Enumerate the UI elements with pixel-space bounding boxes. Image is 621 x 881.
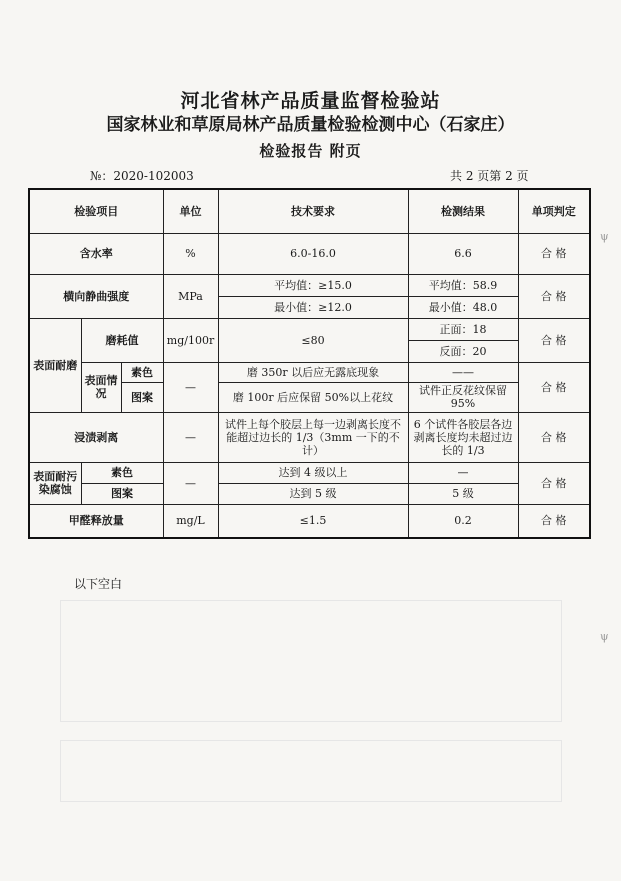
bending-judgment: 合 格: [518, 274, 590, 318]
org-name-line1: 河北省林产品质量监督检验站: [180, 90, 441, 112]
moisture-requirement: 6.0-16.0: [218, 233, 408, 274]
surface-judgment: 合 格: [518, 362, 590, 412]
stain-pattern-result: 5 级: [408, 483, 518, 504]
bending-item: 横向静曲强度: [29, 274, 163, 318]
margin-mark: ψ: [600, 230, 609, 243]
wear-value-requirement: ≤80: [218, 318, 408, 362]
formaldehyde-judgment: 合 格: [518, 504, 590, 538]
soak-unit: —: [163, 412, 218, 462]
surface-plain-requirement: 磨 350r 以后应无露底现象: [218, 362, 408, 382]
bending-res-min: 最小值：48.0: [408, 296, 518, 318]
table-row: [29, 233, 590, 274]
report-number: №：2020-102003: [90, 169, 194, 183]
surface-pattern-result: 试件正反花纹保留 95%: [408, 382, 518, 412]
stain-judgment: 合 格: [518, 462, 590, 504]
report-title: 检验报告 附页: [259, 142, 362, 160]
table-row: [29, 483, 590, 504]
surface-pattern-item: 图案: [121, 382, 163, 412]
header-result: 检测结果: [408, 189, 518, 233]
wear-group: 表面耐磨: [29, 318, 81, 412]
table-row: [29, 462, 590, 483]
soak-result: 6 个试件各胶层各边剥离长度均未超过边长的 1/3: [408, 412, 518, 462]
org-name-line2: 国家林业和草原局林产品质量检验检测中心（石家庄）: [106, 115, 515, 135]
surface-unit: —: [163, 362, 218, 412]
stain-plain-item: 素色: [81, 462, 163, 483]
table-header-row: [29, 189, 590, 233]
header-unit: 单位: [163, 189, 218, 233]
formaldehyde-item: 甲醛释放量: [29, 504, 163, 538]
header-requirement: 技术要求: [218, 189, 408, 233]
wear-value-item: 磨耗值: [81, 318, 163, 362]
table-row: [29, 412, 590, 462]
bending-req-avg: 平均值：≥15.0: [218, 274, 408, 296]
bending-res-avg: 平均值：58.9: [408, 274, 518, 296]
surface-plain-result: ——: [408, 362, 518, 382]
header-item: 检验项目: [29, 189, 163, 233]
stain-plain-requirement: 达到 4 级以上: [218, 462, 408, 483]
wear-value-unit: mg/100r: [163, 318, 218, 362]
moisture-result: 6.6: [408, 233, 518, 274]
soak-requirement: 试件上每个胶层上每一边剥离长度不能超过边长的 1/3（3mm 一下的不计）: [218, 412, 408, 462]
stain-group: 表面耐污染腐蚀: [29, 462, 81, 504]
bending-unit: MPa: [163, 274, 218, 318]
table-row: [29, 274, 590, 296]
moisture-item: 含水率: [29, 233, 163, 274]
table-row: [29, 362, 590, 382]
table-row: [29, 318, 590, 340]
wear-value-judgment: 合 格: [518, 318, 590, 362]
moisture-judgment: 合 格: [518, 233, 590, 274]
show-through-ghost: [60, 600, 562, 722]
page-info: 共 2 页第 2 页: [450, 169, 529, 183]
show-through-ghost: [60, 740, 562, 802]
stain-pattern-item: 图案: [81, 483, 163, 504]
inspection-table: [28, 188, 591, 539]
stain-plain-result: —: [408, 462, 518, 483]
soak-judgment: 合 格: [518, 412, 590, 462]
margin-mark: ψ: [600, 630, 609, 643]
bending-req-min: 最小值：≥12.0: [218, 296, 408, 318]
moisture-unit: %: [163, 233, 218, 274]
blank-below-note: 以下空白: [74, 577, 123, 591]
formaldehyde-unit: mg/L: [163, 504, 218, 538]
header-judgment: 单项判定: [518, 189, 590, 233]
wear-value-back: 反面：20: [408, 340, 518, 362]
stain-unit: —: [163, 462, 218, 504]
formaldehyde-requirement: ≤1.5: [218, 504, 408, 538]
formaldehyde-result: 0.2: [408, 504, 518, 538]
table-row: [29, 504, 590, 538]
surface-pattern-requirement: 磨 100r 后应保留 50%以上花纹: [218, 382, 408, 412]
soak-item: 浸渍剥离: [29, 412, 163, 462]
wear-value-front: 正面：18: [408, 318, 518, 340]
surface-item: 表面情况: [81, 362, 121, 412]
stain-pattern-requirement: 达到 5 级: [218, 483, 408, 504]
surface-plain-item: 素色: [121, 362, 163, 382]
